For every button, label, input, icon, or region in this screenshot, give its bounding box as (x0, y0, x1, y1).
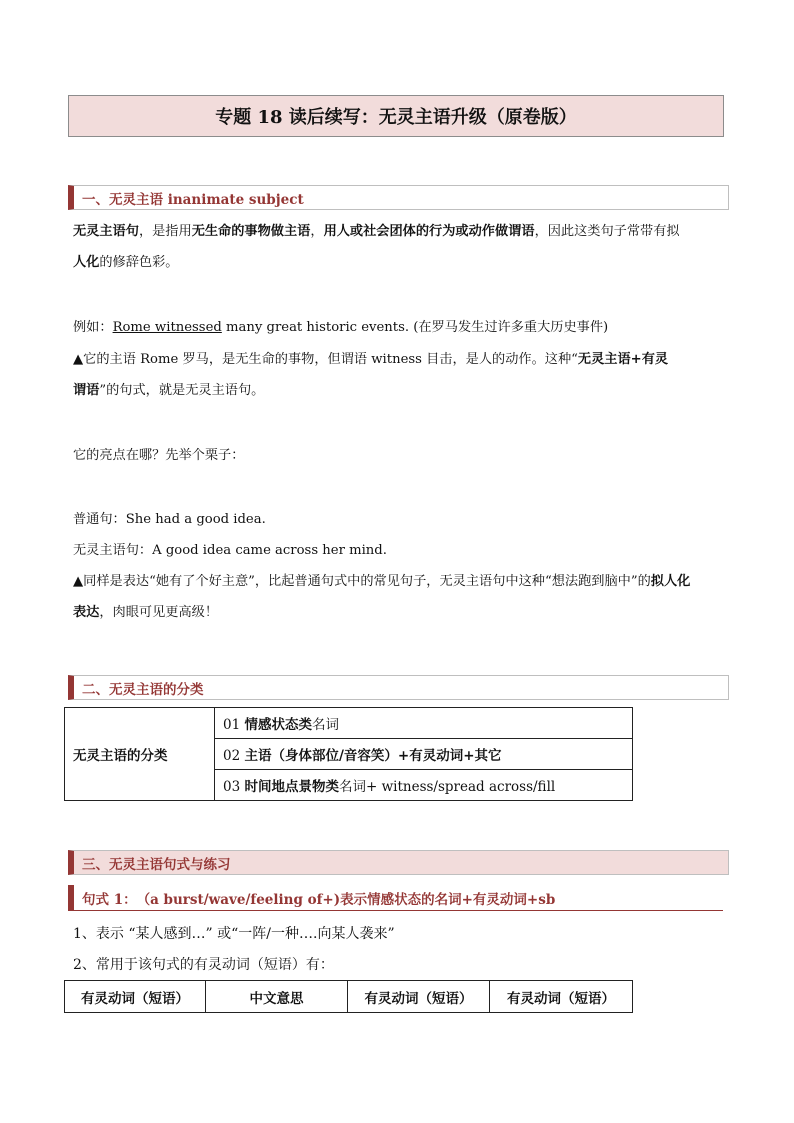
section-heading-1: 一、无灵主语 inanimate subject (68, 185, 729, 210)
note2-line-2 (73, 603, 218, 623)
def-text-1: ，是指用 (138, 224, 192, 239)
note1-line-1 (73, 350, 668, 370)
def-text-4: 的修辞色彩。 (99, 255, 179, 270)
def-text-2: ， (310, 224, 324, 239)
table-header: 有灵动词（短语） (348, 981, 490, 1013)
note2-line-1 (73, 572, 690, 592)
pattern-1-text: （a burst/wave/feeling of+)表示情感状态的名词+有灵动词+sb (136, 891, 556, 908)
classification-item-3: 03 时间地点景物类名词+ witness/spread across/fill (215, 770, 633, 801)
section-heading-2: 二、无灵主语的分类 (68, 675, 729, 700)
table-header: 有灵动词（短语） (65, 981, 206, 1013)
example-rest: many great historic events. (在罗马发生过许多重大历史事件) (221, 320, 609, 335)
note1-text-2: ”的句式，就是无灵主语句。 (99, 383, 265, 398)
note1-bold: 无灵主语+有灵 (577, 352, 669, 367)
pattern-line-1: 1、表示 “某人感到…” 或“一阵/一种….向某人袭来” (73, 926, 395, 942)
section-heading-3: 三、无灵主语句式与练习 (68, 850, 729, 875)
normal-sentence: 普通句：She had a good idea. (73, 512, 266, 527)
table-header: 有灵动词（短语） (490, 981, 633, 1013)
note2-bold-2: 表达 (73, 605, 100, 620)
page-title: 专题 18 读后续写：无灵主语升级（原卷版） (68, 95, 724, 137)
example-underlined: Rome witnessed (112, 320, 222, 335)
table-row (65, 981, 633, 1013)
def-bold-2: 无生命的事物做主语 (191, 224, 311, 239)
def-bold-3: 用人或社会团体的行为或动作做谓语 (323, 224, 535, 239)
table-header: 中文意思 (206, 981, 348, 1013)
pattern-1-label: 句式 1： (82, 891, 137, 908)
def-bold-4: 人化 (73, 255, 100, 270)
note1-bold-2: 谓语 (73, 383, 100, 398)
classification-item-2: 02 主语（身体部位/音容笑）+有灵动词+其它 (215, 739, 633, 770)
pattern-1-heading (68, 885, 723, 911)
note2-text: ▲同样是表达“她有了个好主意”，比起普通句式中的常见句子，无灵主语句中这种“想法跑到脑中”的 (73, 574, 651, 589)
note2-text-2: ，肉眼可见更高级！ (99, 605, 219, 620)
note1-text: ▲它的主语 Rome 罗马，是无生命的事物，但谓语 witness 目击，是人的动作。这种“ (73, 352, 578, 367)
definition-line-2 (73, 253, 179, 273)
pattern-line-2: 2、常用于该句式的有灵动词（短语）有： (73, 957, 334, 973)
table-row (65, 708, 633, 739)
classification-table (64, 707, 633, 801)
note1-line-2 (73, 381, 264, 401)
question-line: 它的亮点在哪？先举个栗子： (73, 448, 245, 463)
inanimate-sentence: 无灵主语句：A good idea came across her mind. (73, 543, 387, 558)
definition-line-1 (73, 222, 680, 242)
def-bold-1: 无灵主语句 (73, 224, 139, 239)
classification-label: 无灵主语的分类 (65, 708, 215, 801)
example-prefix: 例如： (73, 320, 113, 335)
note2-bold: 拟人化 (650, 574, 691, 589)
example-line (73, 318, 608, 338)
def-text-3: ，因此这类句子常带有拟 (534, 224, 680, 239)
verbs-table (64, 980, 633, 1013)
classification-item-1: 01 情感状态类名词 (215, 708, 633, 739)
